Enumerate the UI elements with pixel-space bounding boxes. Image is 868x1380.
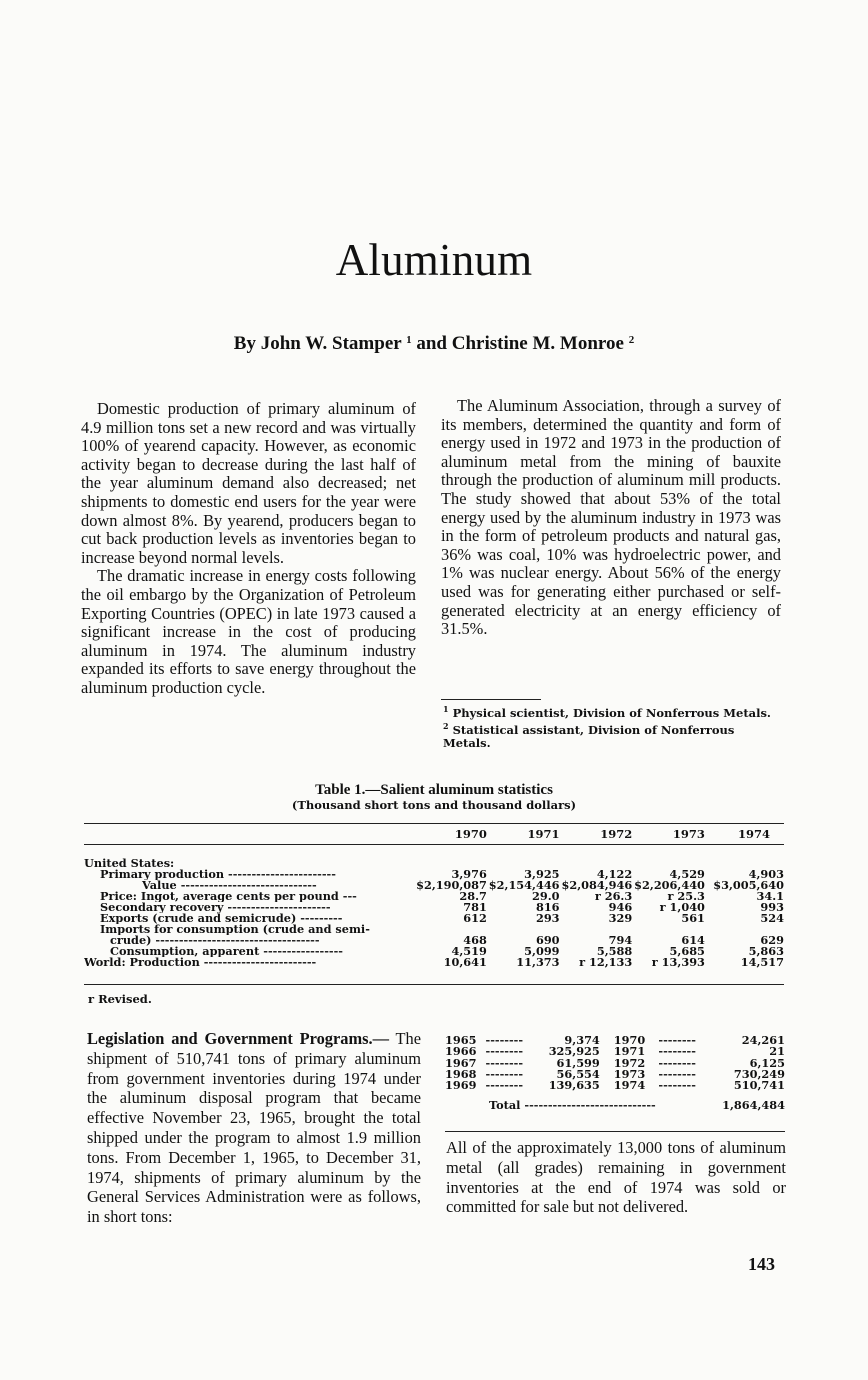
- row-label: Price: Ingot, average cents per pound ---: [100, 891, 357, 902]
- cell: r 13,393: [651, 955, 705, 969]
- year-cell: 1965: [445, 1033, 477, 1047]
- row-label: Secondary recovery ----------------------: [100, 902, 331, 913]
- cell: 730,249: [733, 1066, 785, 1081]
- total-label: Total: [489, 1098, 521, 1113]
- cell: 4,519: [451, 944, 487, 958]
- cell: 9,374: [564, 1033, 600, 1047]
- year-cell: 1968: [445, 1066, 477, 1081]
- cell: 5,099: [524, 944, 560, 958]
- cell: 5,863: [748, 944, 784, 958]
- table-row: 1968 -------- 56,554 1973 -------- 730,249: [445, 1066, 785, 1081]
- byline-conjunction: and: [411, 333, 452, 354]
- cell: 629: [760, 933, 784, 947]
- cell: 946: [608, 900, 633, 914]
- footnote-text: Physical scientist, Division of Nonferrous Metals.: [452, 705, 771, 720]
- closing-paragraph: All of the approximately 13,000 tons of aluminum metal (all grades) remaining in government inventories at the end of 1974 was sold or committed for sale but not delivered.: [446, 1138, 786, 1217]
- paragraph: The dramatic increase in energy costs following the oil embargo by the Organization of Petroleum Exporting Countries (OPEC) in late 1973 caused a significant increase in the cost of producing aluminum in 1974. The aluminum industry expanded its efforts to save energy throughout the aluminum production cycle.: [81, 566, 416, 697]
- year-header: 1973: [672, 826, 705, 841]
- cell: r 12,133: [579, 955, 633, 969]
- cell: 3,976: [451, 867, 487, 881]
- row-label: Primary production -----------------------: [100, 869, 336, 880]
- cell: 21: [769, 1044, 785, 1059]
- author-2-footnote-mark: 2: [628, 334, 635, 346]
- year-header: 1972: [600, 826, 633, 841]
- cell: 4,529: [669, 867, 705, 881]
- cell: 34.1: [756, 889, 784, 903]
- cell: $2,154,446: [488, 878, 560, 892]
- cell: $3,005,640: [713, 878, 784, 892]
- footnote-text: Statistical assistant, Division of Nonferrous Metals.: [443, 722, 735, 750]
- cell: 29.0: [532, 889, 560, 903]
- row-label: Imports for consumption (crude and semi-: [100, 924, 370, 935]
- row-label-continued: crude) -----------------------------------: [110, 935, 320, 946]
- year-header: 1970: [454, 826, 487, 841]
- year-header: 1974: [737, 826, 770, 841]
- row-label: Consumption, apparent -----------------: [110, 946, 343, 957]
- table-row: [84, 902, 784, 913]
- page-number: 143: [748, 1254, 775, 1274]
- legislation-section: [87, 1029, 421, 1227]
- footnote: [443, 703, 781, 720]
- table-row: [84, 924, 784, 935]
- year-cell: 1974: [613, 1078, 646, 1093]
- cell: $2,084,946: [561, 878, 633, 892]
- table-bottom-rule: [84, 984, 784, 985]
- cell: 10,641: [443, 955, 487, 969]
- year-cell: 1967: [445, 1055, 477, 1070]
- cell: $2,206,440: [634, 878, 705, 892]
- year-cell: 1969: [445, 1078, 477, 1093]
- cell: 11,373: [516, 955, 560, 969]
- footnote-divider: [441, 699, 541, 700]
- cell: 56,554: [556, 1066, 600, 1081]
- cell: 293: [535, 911, 560, 925]
- byline-prefix: By: [233, 333, 261, 354]
- shipments-bottom-rule: [445, 1131, 785, 1132]
- section-heading: Legislation and Government Programs.—: [87, 1029, 389, 1048]
- table-title: Table 1.—Salient aluminum statistics: [315, 782, 553, 798]
- author-1-footnote-mark: 1: [406, 334, 412, 346]
- byline: [0, 326, 868, 358]
- cell: 612: [463, 911, 487, 925]
- year-cell: 1973: [613, 1066, 646, 1081]
- total-row: Total ---------------------------- 1,864,484: [445, 1091, 785, 1111]
- cell: 614: [681, 933, 705, 947]
- author-1: John W. Stamper: [260, 333, 402, 354]
- cell: 4,122: [596, 867, 633, 881]
- year-cell: 1972: [613, 1055, 646, 1070]
- footnotes: [443, 703, 781, 750]
- table-row: [84, 913, 784, 924]
- author-2: Christine M. Monroe: [451, 333, 624, 354]
- left-column: [81, 400, 416, 698]
- table-row: 1969 -------- 139,635 1974 -------- 510,741: [445, 1078, 785, 1093]
- salient-statistics-table: [84, 822, 784, 968]
- cell: 794: [608, 933, 633, 947]
- row-label: Value -----------------------------: [142, 880, 317, 891]
- paragraph: The Aluminum Association, through a survey of its members, determined the quantity and form of energy used in 1972 and 1973 in the production of aluminum metal from the mining of bauxite through the production of aluminum mill products. The study showed that about 53% of the total energy used by the aluminum industry in 1973 was in the form of petroleum products and natural gas, 36% was coal, 10% was hydroelectric power, and 1% was nuclear energy. About 56% of the energy used was for generating either purchased or self-generated electricity at an energy efficiency of 31.5%.: [441, 396, 781, 639]
- row-label: United States:: [84, 858, 175, 869]
- year-header: 1971: [527, 826, 560, 841]
- year-cell: 1970: [613, 1033, 646, 1047]
- cell: 816: [535, 900, 560, 914]
- cell: 561: [681, 911, 705, 925]
- year-cell: 1971: [613, 1044, 646, 1059]
- row-label: Exports (crude and semicrude) ---------: [100, 913, 343, 924]
- year-cell: 1966: [445, 1044, 477, 1059]
- total-value: 1,864,484: [722, 1098, 785, 1113]
- cell: 510,741: [733, 1078, 785, 1093]
- cell: 139,635: [548, 1078, 600, 1093]
- footnote-mark: 1: [443, 704, 449, 714]
- table-row: 1965 -------- 9,374 1970 -------- 24,261: [445, 1033, 785, 1047]
- table-subtitle: (Thousand short tons and thousand dollars): [291, 798, 577, 812]
- cell: 4,903: [748, 867, 784, 881]
- table-row: 1967 -------- 61,599 1972 -------- 6,125: [445, 1055, 785, 1070]
- cell: 781: [463, 900, 487, 914]
- cell: 993: [760, 900, 784, 914]
- cell: 24,261: [741, 1033, 785, 1047]
- table-row: [84, 957, 784, 968]
- cell: 5,588: [596, 944, 633, 958]
- cell: $2,190,087: [416, 878, 487, 892]
- cell: 14,517: [740, 955, 784, 969]
- cell: 61,599: [556, 1055, 600, 1070]
- cell: 3,925: [524, 867, 560, 881]
- cell: r 25.3: [667, 889, 705, 903]
- row-label: World: Production ------------------------: [84, 957, 317, 968]
- cell: 6,125: [749, 1055, 785, 1070]
- cell: r 26.3: [594, 889, 633, 903]
- table-header-row: [84, 822, 784, 844]
- footnote-mark: 2: [443, 720, 449, 731]
- revised-note: r Revised.: [88, 992, 152, 1006]
- cell: 524: [760, 911, 784, 925]
- paragraph: Domestic production of primary aluminum of 4.9 million tons set a new record and was virtually 100% of yearend capacity. However, as economic activity began to decrease during the last half of the year aluminum demand also decreased; net shipments to domestic end users for the year were down almost 8%. By yearend, producers began to cut back production levels as inventories began to increase beyond normal levels.: [81, 399, 416, 567]
- right-column: [441, 397, 781, 639]
- paragraph: The shipment of 510,741 tons of primary aluminum from government inventories during 1974 under the aluminum disposal program that became effective November 23, 1965, brought the total shipped under the program to almost 1.9 million tons. From December 1, 1965, to December 31, 1974, shipments of primary aluminum by the General Services Administration were as follows, in short tons:: [87, 1029, 421, 1227]
- cell: r 1,040: [659, 900, 705, 914]
- cell: 690: [535, 933, 560, 947]
- table-row: 1966 -------- 325,925 1971 -------- 21: [445, 1044, 785, 1059]
- cell: 5,685: [669, 944, 705, 958]
- cell: 325,925: [548, 1044, 600, 1059]
- page-title: Aluminum: [335, 235, 533, 285]
- cell: 468: [463, 933, 487, 947]
- shipments-table: [445, 1035, 785, 1112]
- cell: 28.7: [459, 889, 487, 903]
- cell: 329: [608, 911, 633, 925]
- footnote: [443, 720, 781, 750]
